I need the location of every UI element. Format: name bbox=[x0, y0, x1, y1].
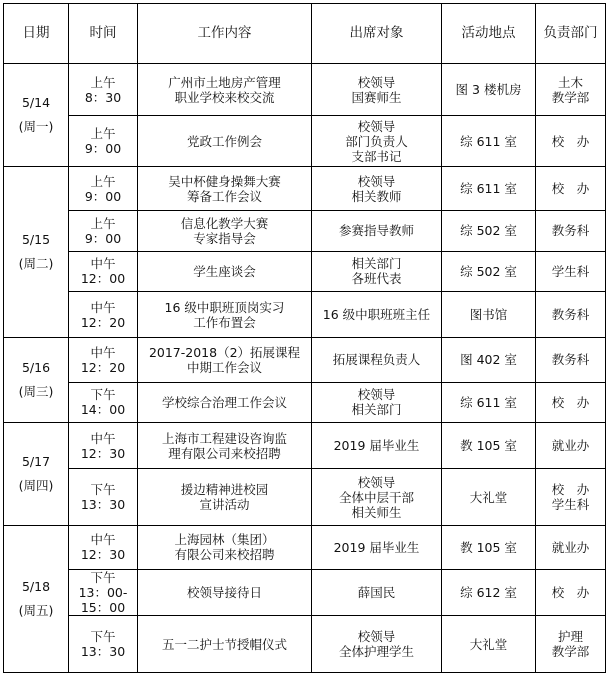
time-cell bbox=[69, 422, 138, 468]
table-row bbox=[4, 251, 606, 291]
location-cell-line: 大礼堂 bbox=[469, 489, 508, 505]
location-cell bbox=[442, 64, 536, 116]
date-cell bbox=[4, 422, 69, 525]
content-cell bbox=[138, 469, 312, 525]
location-cell bbox=[442, 525, 536, 569]
table-row bbox=[4, 116, 606, 166]
dept-cell bbox=[536, 616, 606, 673]
header-date: 日期 bbox=[4, 4, 69, 64]
table-row bbox=[4, 291, 606, 337]
time-cell-line: 上午 bbox=[90, 126, 116, 142]
attendees-cell bbox=[312, 116, 442, 166]
date-cell bbox=[4, 525, 69, 672]
time-cell-line: 上午 bbox=[90, 74, 116, 90]
table-row bbox=[4, 616, 606, 673]
attendees-cell-line: 2019 届毕业生 bbox=[333, 539, 420, 555]
attendees-cell-line: 校领导 bbox=[357, 118, 396, 134]
time-cell-line: 中午 bbox=[90, 299, 116, 315]
time-cell-line: 下午 bbox=[90, 570, 116, 586]
time-cell-line: 中午 bbox=[90, 256, 116, 272]
content-cell bbox=[138, 570, 312, 616]
dept-cell-line: 学生科 bbox=[551, 497, 590, 512]
attendees-cell-line: 校领导 bbox=[357, 474, 396, 490]
location-cell-line: 综 612 室 bbox=[460, 585, 517, 601]
dept-cell bbox=[536, 382, 606, 422]
attendees-cell-line: 全体中层干部 bbox=[338, 489, 414, 505]
dept-cell-line: 学生科 bbox=[551, 263, 590, 279]
time-cell bbox=[69, 251, 138, 291]
attendees-cell bbox=[312, 166, 442, 210]
time-cell-line: 中午 bbox=[90, 430, 116, 446]
time-cell-line: 9：00 bbox=[84, 230, 122, 246]
dept-cell-line: 教务科 bbox=[551, 307, 590, 323]
location-cell bbox=[442, 469, 536, 525]
content-cell-line: 专家指导会 bbox=[193, 230, 256, 246]
table-row bbox=[4, 570, 606, 616]
time-cell bbox=[69, 166, 138, 210]
attendees-cell-line: 16 级中职班班主任 bbox=[322, 307, 431, 323]
date-cell bbox=[4, 166, 69, 337]
time-cell-line: 13：30 bbox=[80, 497, 126, 512]
time-cell-line: 14：00 bbox=[80, 402, 126, 418]
attendees-cell-line: 部门负责人 bbox=[345, 133, 408, 149]
content-cell bbox=[138, 616, 312, 673]
dept-cell-line: 土木 bbox=[557, 74, 583, 90]
dept-cell-line: 就业办 bbox=[551, 539, 590, 555]
date-text: 5/16 bbox=[21, 360, 51, 376]
content-cell-line: 职业学校来校交流 bbox=[174, 89, 275, 105]
content-cell-line: 党政工作例会 bbox=[186, 133, 262, 149]
attendees-cell-line: 全体护理学生 bbox=[338, 644, 414, 660]
time-cell bbox=[69, 338, 138, 382]
content-cell-line: 理有限公司来校招聘 bbox=[168, 445, 281, 461]
header-time: 时间 bbox=[69, 4, 138, 64]
content-cell-line: 2017-2018（2）拓展课程 bbox=[148, 344, 301, 360]
dept-cell-line: 就业办 bbox=[551, 438, 590, 454]
attendees-cell-line: 各班代表 bbox=[351, 271, 402, 287]
date-text: 5/17 bbox=[21, 453, 51, 469]
table-row bbox=[4, 469, 606, 525]
table-row bbox=[4, 166, 606, 210]
time-cell-line: 9：00 bbox=[84, 188, 122, 204]
table-row bbox=[4, 64, 606, 116]
weekday-text: (周三) bbox=[18, 384, 54, 400]
dept-cell bbox=[536, 211, 606, 251]
time-cell-line: 下午 bbox=[90, 629, 116, 645]
content-cell bbox=[138, 382, 312, 422]
content-cell-line: 吴中杯健身操舞大赛 bbox=[168, 173, 281, 189]
location-cell bbox=[442, 166, 536, 210]
dept-cell-line: 护理 bbox=[557, 629, 583, 645]
time-cell bbox=[69, 382, 138, 422]
date-text: 5/14 bbox=[21, 94, 51, 110]
content-cell-line: 上海园林（集团） bbox=[174, 532, 275, 548]
dept-cell bbox=[536, 570, 606, 616]
attendees-cell bbox=[312, 64, 442, 116]
location-cell bbox=[442, 570, 536, 616]
attendees-cell-line: 相关师生 bbox=[351, 504, 402, 520]
attendees-cell-line: 相关部门 bbox=[351, 256, 402, 272]
time-cell bbox=[69, 570, 138, 616]
attendees-cell-line: 校领导 bbox=[357, 173, 396, 189]
attendees-cell bbox=[312, 382, 442, 422]
content-cell-line: 援边精神进校园 bbox=[180, 482, 269, 497]
content-cell-line: 广州市土地房产管理 bbox=[168, 74, 281, 90]
content-cell bbox=[138, 64, 312, 116]
location-cell-line: 综 502 室 bbox=[460, 223, 517, 239]
dept-cell bbox=[536, 116, 606, 166]
table-row bbox=[4, 338, 606, 382]
time-cell bbox=[69, 116, 138, 166]
time-cell-line: 下午 bbox=[90, 387, 116, 403]
location-cell bbox=[442, 251, 536, 291]
table-row bbox=[4, 211, 606, 251]
time-cell bbox=[69, 525, 138, 569]
weekday-text: (周五) bbox=[18, 602, 54, 618]
location-cell-line: 大礼堂 bbox=[469, 636, 508, 652]
dept-cell bbox=[536, 251, 606, 291]
dept-cell-line: 校 办 bbox=[551, 585, 590, 601]
time-cell-line: 12：00 bbox=[80, 271, 126, 287]
time-cell-line: 15：00 bbox=[80, 600, 126, 616]
location-cell-line: 图书馆 bbox=[469, 307, 508, 323]
dept-cell-line: 校 办 bbox=[551, 181, 590, 196]
time-cell-line: 上午 bbox=[90, 173, 116, 189]
location-cell bbox=[442, 382, 536, 422]
time-cell-line: 中午 bbox=[90, 532, 116, 548]
content-cell bbox=[138, 251, 312, 291]
dept-cell bbox=[536, 422, 606, 468]
location-cell-line: 图 402 室 bbox=[460, 352, 517, 368]
content-cell bbox=[138, 525, 312, 569]
attendees-cell bbox=[312, 469, 442, 525]
content-cell bbox=[138, 422, 312, 468]
attendees-cell bbox=[312, 525, 442, 569]
location-cell bbox=[442, 116, 536, 166]
content-cell-line: 工作布置会 bbox=[193, 314, 256, 330]
dept-cell-line: 教务科 bbox=[551, 223, 590, 239]
location-cell bbox=[442, 338, 536, 382]
date-cell bbox=[4, 338, 69, 423]
time-cell-line: 13：30 bbox=[80, 644, 126, 660]
location-cell bbox=[442, 616, 536, 673]
location-cell-line: 教 105 室 bbox=[460, 539, 517, 555]
location-cell-line: 综 611 室 bbox=[460, 133, 517, 149]
date-cell bbox=[4, 64, 69, 167]
dept-cell-line: 教学部 bbox=[551, 89, 590, 105]
header-row bbox=[4, 4, 606, 64]
time-cell-line: 8：30 bbox=[84, 89, 122, 105]
attendees-cell-line: 相关部门 bbox=[351, 402, 402, 418]
dept-cell bbox=[536, 291, 606, 337]
time-cell-line: 12：30 bbox=[80, 547, 126, 563]
table-row bbox=[4, 382, 606, 422]
dept-cell-line: 校 办 bbox=[551, 482, 590, 497]
attendees-cell bbox=[312, 616, 442, 673]
weekday-text: (周二) bbox=[18, 256, 54, 272]
content-cell bbox=[138, 211, 312, 251]
dept-cell-line: 校 办 bbox=[551, 394, 590, 410]
dept-cell-line: 教务科 bbox=[551, 352, 590, 368]
content-cell-line: 16 级中职班顶岗实习 bbox=[164, 299, 285, 315]
attendees-cell bbox=[312, 570, 442, 616]
dept-cell bbox=[536, 525, 606, 569]
content-cell-line: 上海市工程建设咨询监 bbox=[161, 430, 287, 446]
dept-cell bbox=[536, 64, 606, 116]
time-cell-line: 12：30 bbox=[80, 445, 126, 461]
date-text: 5/15 bbox=[21, 232, 51, 248]
header-content: 工作内容 bbox=[138, 4, 312, 64]
attendees-cell-line: 薛国民 bbox=[357, 585, 396, 601]
location-cell-line: 综 611 室 bbox=[460, 394, 517, 410]
attendees-cell-line: 校领导 bbox=[357, 629, 396, 645]
content-cell bbox=[138, 338, 312, 382]
attendees-cell-line: 2019 届毕业生 bbox=[333, 438, 420, 454]
time-cell bbox=[69, 616, 138, 673]
dept-cell-line: 校 办 bbox=[551, 133, 590, 149]
location-cell-line: 综 502 室 bbox=[460, 263, 517, 279]
attendees-cell-line: 参赛指导教师 bbox=[338, 223, 414, 239]
location-cell-line: 教 105 室 bbox=[460, 438, 517, 454]
header-location: 活动地点 bbox=[442, 4, 536, 64]
content-cell-line: 学生座谈会 bbox=[193, 263, 256, 279]
dept-cell-line: 教学部 bbox=[551, 644, 590, 660]
schedule-body bbox=[4, 64, 606, 673]
time-cell-line: 上午 bbox=[90, 215, 116, 231]
time-cell bbox=[69, 291, 138, 337]
location-cell-line: 综 611 室 bbox=[460, 181, 517, 196]
location-cell bbox=[442, 422, 536, 468]
dept-cell bbox=[536, 338, 606, 382]
content-cell-line: 学校综合治理工作会议 bbox=[161, 394, 287, 410]
time-cell bbox=[69, 211, 138, 251]
weekday-text: (周一) bbox=[18, 118, 54, 134]
content-cell-line: 信息化教学大赛 bbox=[180, 215, 269, 231]
content-cell bbox=[138, 116, 312, 166]
time-cell bbox=[69, 469, 138, 525]
header-attendees: 出席对象 bbox=[312, 4, 442, 64]
time-cell-line: 9：00 bbox=[84, 141, 122, 157]
content-cell-line: 有限公司来校招聘 bbox=[174, 547, 275, 563]
attendees-cell-line: 校领导 bbox=[357, 74, 396, 90]
location-cell-line: 图 3 楼机房 bbox=[455, 82, 522, 98]
content-cell bbox=[138, 166, 312, 210]
content-cell-line: 校领导接待日 bbox=[186, 585, 262, 601]
attendees-cell-line: 校领导 bbox=[357, 387, 396, 403]
table-row bbox=[4, 525, 606, 569]
time-cell-line: 中午 bbox=[90, 344, 116, 360]
dept-cell bbox=[536, 166, 606, 210]
attendees-cell-line: 支部书记 bbox=[351, 148, 402, 164]
time-cell bbox=[69, 64, 138, 116]
content-cell-line: 五一二护士节授帽仪式 bbox=[161, 636, 287, 652]
table-row bbox=[4, 422, 606, 468]
weekday-text: (周四) bbox=[18, 477, 54, 493]
attendees-cell bbox=[312, 338, 442, 382]
content-cell-line: 筹备工作会议 bbox=[186, 188, 262, 204]
header-dept: 负责部门 bbox=[536, 4, 606, 64]
content-cell-line: 宣讲活动 bbox=[199, 497, 250, 512]
attendees-cell bbox=[312, 211, 442, 251]
time-cell-line: 12：20 bbox=[80, 314, 126, 330]
dept-cell bbox=[536, 469, 606, 525]
attendees-cell-line: 国赛师生 bbox=[351, 89, 402, 105]
location-cell bbox=[442, 211, 536, 251]
location-cell bbox=[442, 291, 536, 337]
time-cell-line: 13：00- bbox=[78, 585, 128, 601]
attendees-cell bbox=[312, 422, 442, 468]
date-text: 5/18 bbox=[21, 578, 51, 594]
schedule-table bbox=[3, 3, 606, 673]
attendees-cell-line: 拓展课程负责人 bbox=[332, 352, 421, 368]
time-cell-line: 12：20 bbox=[80, 359, 126, 375]
attendees-cell bbox=[312, 251, 442, 291]
content-cell-line: 中期工作会议 bbox=[186, 359, 262, 375]
attendees-cell-line: 相关教师 bbox=[351, 188, 402, 204]
time-cell-line: 下午 bbox=[90, 482, 116, 497]
content-cell bbox=[138, 291, 312, 337]
attendees-cell bbox=[312, 291, 442, 337]
